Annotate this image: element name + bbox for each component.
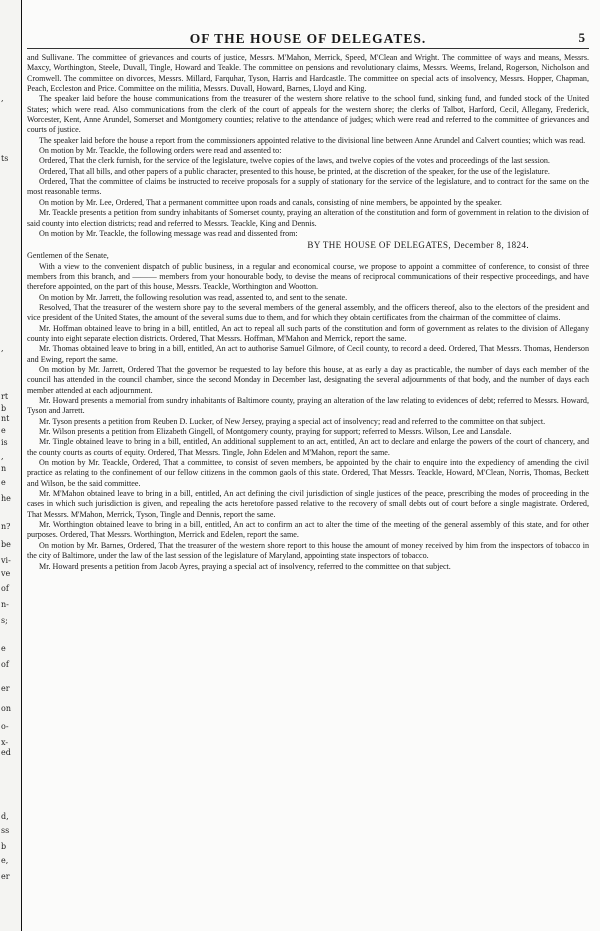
paragraph: and Sullivane. The committee of grievances and courts of justice, Messrs. M'Mahon, Merrick, Speed, M'Clean and Wright. The committee of ways and means, Messrs. Maxcy, Worthington, Steele, Duvall, Tingle, Howard and Teakle. The committee on pensions and revolutionary claims, Messrs. Weems, Ireland, Rogerson, Nicholson and Cromwell. The committee on divorces, Messrs. Millard, Farquhar, Tyson, Harris and Hardcastle. The committee on special acts of insolvency, Messrs. Hopper, Chapman, Peach, Eccleston and Price. Committee on the militia, Messrs. Duvall, Howard, Barnes, Lloyd and King.: [27, 53, 589, 94]
paragraph: On motion by Mr. Barnes, Ordered, That the treasurer of the western shore report to this house the amount of money received by him from the inspectors of tobacco in the city of Baltimore, under the law of the last session of the legislature of Maryland, appointing state inspectors of tobacco.: [27, 540, 589, 561]
paragraph: Mr. Howard presents a memorial from sundry inhabitants of Baltimore county, praying an alteration of the law relating to evidences of debt; referred to Messrs. Howard, Tyson and Jarrett.: [27, 396, 589, 416]
binding-rule: [21, 0, 22, 931]
gutter-fragment: ve: [1, 569, 11, 578]
paragraph: Ordered, That all bills, and other papers of a public character, presented to this house, be printed, at the discretion of the speaker, for the use of the legislature.: [39, 166, 550, 176]
paragraph: Mr. Tyson presents a petition from Reuben D. Lucker, of New Jersey, praying a special act of insolvency; read and referred to the committee on that subject.: [39, 416, 546, 426]
paragraph: Mr. M'Mahon obtained leave to bring in a bill, entitled, An act defining the civil jurisdiction of single justices of the peace, prescribing the modes of proceeding in the cases in which such jurisdiction is given, and repealing the acts heretofore passed relative to the recovery of small debts out of court before a single magistrate. Ordered, That Messrs. M'Mahon, Merrick, Tyson, Tingle and Dennis, report the same.: [27, 489, 589, 519]
paragraph: Mr. Teackle presents a petition from sundry inhabitants of Somerset county, praying an alteration of the constitution and form of government in relation to the division of said county into election districts; read and referred to Messrs. Teackle, King and Dennis.: [27, 208, 589, 228]
gutter-fragment: ,: [1, 452, 4, 461]
paragraph: With a view to the convenient dispatch of public business, in a regular and economical course, we propose to appoint a committee of conference, to consist of three members from this branch, and ——— members from your honourable body, to devise the means of reciprocal communications of their respective proceedings, and have therefore appointed, on the part of this house, Messrs. Teackle, Worthington and Wootton.: [27, 261, 589, 292]
paragraph: Resolved, That the treasurer of the western shore pay to the several members of the general assembly, and the officers thereof, also to the electors of the president and vice president of the United States, the amount of the several sums due to them, and for which they obtain certificates from the chairman of the committee of claims.: [27, 302, 589, 323]
paragraph: Mr. Hoffman obtained leave to bring in a bill, entitled, An act to repeal all such parts of the constitution and form of government as relates to the division of Allegany county into eight separate election districts. Ordered, That Messrs. Hoffman, M'Mahon and Merrick, report the same.: [27, 323, 589, 343]
gutter-fragment: s;: [1, 616, 8, 625]
header-divider: [27, 48, 589, 49]
gutter-fragment: x-: [1, 738, 9, 747]
gutter-fragment: n-: [1, 600, 9, 609]
gutter-fragment: d,: [1, 812, 9, 821]
gutter-fragment: be: [1, 540, 11, 549]
paragraph: Mr. Thomas obtained leave to bring in a bill, entitled, An act to authorise Samuel Gilmore, of Cecil county, to record a deed. Ordered, That Messrs. Thomas, Henderson and Ewing, report the same.: [27, 344, 589, 364]
paragraph: Mr. Tingle obtained leave to bring in a bill, entitled, An additional supplement to an act, entitled, An act to declare and enlarge the powers of the court of chancery, and the county courts as courts of equity. Ordered, That Messrs. Tingle, John Edelen and M'Mahon, report the same.: [27, 437, 589, 457]
gutter-fragment: n: [1, 464, 7, 473]
gutter-fragment: ,: [1, 94, 4, 103]
gutter-fragment: ed: [1, 748, 11, 757]
gutter-fragment: rt: [1, 392, 9, 401]
paragraph: On motion by Mr. Teackle, the following orders were read and assented to:: [39, 146, 282, 156]
body-text: [27, 53, 589, 572]
gutter-fragment: ts: [1, 154, 9, 163]
gutter-fragment: he: [1, 494, 11, 503]
gutter-fragment: er: [1, 684, 10, 693]
page-content: [27, 28, 589, 923]
gutter-fragment: on: [1, 704, 11, 713]
salutation: Gentlemen of the Senate,: [27, 251, 109, 261]
page-title: OF THE HOUSE OF DELEGATES.: [189, 31, 427, 46]
paragraph: The speaker laid before the house communications from the treasurer of the western shore relative to the school fund, sinking fund, and funded stock of the United States; which were read. Also communications from the clerk of the court of appeals for the western shore; the clerks of Talbot, Harford, Cecil, Allegany, Frederick, Worcester, Kent, Anne Arundel, Somerset and Montgomery counties; relative to the attendance of judges; which were read and referred to the committee of grievances and courts of justice.: [27, 94, 589, 135]
gutter-fragment: b: [1, 842, 7, 851]
gutter-fragment: is: [1, 438, 8, 447]
paragraph: Ordered, That the clerk furnish, for the service of the legislature, twelve copies of the laws, and twelve copies of the votes and proceedings of the last session.: [39, 156, 550, 166]
gutter-fragment: nt: [1, 414, 10, 423]
gutter-fragment: n?: [1, 522, 11, 531]
paragraph: On motion by Mr. Teackle, Ordered, That a committee, to consist of seven members, be appointed by the chair to enquire into the expediency of amending the civil practice as relating to the confinement of our fellow citizens in the common gaols of this state. Ordered, That Messrs. Teackle, Howard, M'Clean, Norris, Thomas, Beckett and Wilson, be the said committee.: [27, 458, 589, 488]
gutter-fragment: e,: [1, 856, 9, 865]
paragraph: Mr. Worthington obtained leave to bring in a bill, entitled, An act to confirm an act to alter the time of the meeting of the general assembly of this state, and for other purposes. Ordered, That Messrs. Worthington, Merrick and Edelen, report the same.: [27, 520, 589, 540]
paragraph: On motion by Mr. Jarrett, Ordered That the governor be requested to lay before this house, at as early a day as practicable, the number of days each member of the council has attended in the council chamber, since the second Monday in December last, designating the several adjournments of that body, and the number of days each member attended at each adjournment.: [27, 364, 589, 395]
gutter-fragment: vi-: [1, 556, 11, 565]
paragraph: Mr. Howard presents a petition from Jacob Ayres, praying a special act of insolvency, referred to the committee on that subject.: [39, 561, 451, 571]
paragraph: On motion by Mr. Teackle, the following message was read and dissented from:: [39, 228, 298, 238]
gutter-fragment: e: [1, 478, 6, 487]
gutter-fragment: of: [1, 584, 9, 593]
paragraph: Mr. Wilson presents a petition from Elizabeth Gingell, of Montgomery county, praying for support; referred to Messrs. Wilson, Lee and Lansdale.: [39, 427, 512, 437]
paragraph: On motion by Mr. Lee, Ordered, That a permanent committee upon roads and canals, consisting of nine members, be appointed by the speaker.: [39, 197, 502, 207]
message-heading: BY THE HOUSE OF DELEGATES, December 8, 1824.: [307, 240, 529, 251]
gutter-fragment: e: [1, 644, 6, 653]
gutter-fragment: b: [1, 404, 7, 413]
running-header: [27, 28, 589, 48]
gutter-fragment: o-: [1, 722, 9, 731]
gutter-fragment: e: [1, 426, 6, 435]
paragraph: Ordered, That the committee of claims be instructed to receive proposals for a supply of stationary for the service of the legislature, and to contract for the same on the most reasonable terms.: [27, 177, 589, 197]
gutter-fragment: er: [1, 872, 10, 881]
paragraph: On motion by Mr. Jarrett, the following resolution was read, assented to, and sent to the senate.: [39, 292, 348, 302]
page-number: 5: [578, 30, 585, 45]
gutter-fragment: ss: [1, 826, 10, 835]
gutter-fragment: ,: [1, 344, 4, 353]
gutter-fragment: of: [1, 660, 9, 669]
adjacent-page-edge: [0, 0, 22, 931]
paragraph: The speaker laid before the house a report from the commissioners appointed relative to the divisional line between Anne Arundel and Calvert counties; which was read.: [39, 135, 586, 145]
